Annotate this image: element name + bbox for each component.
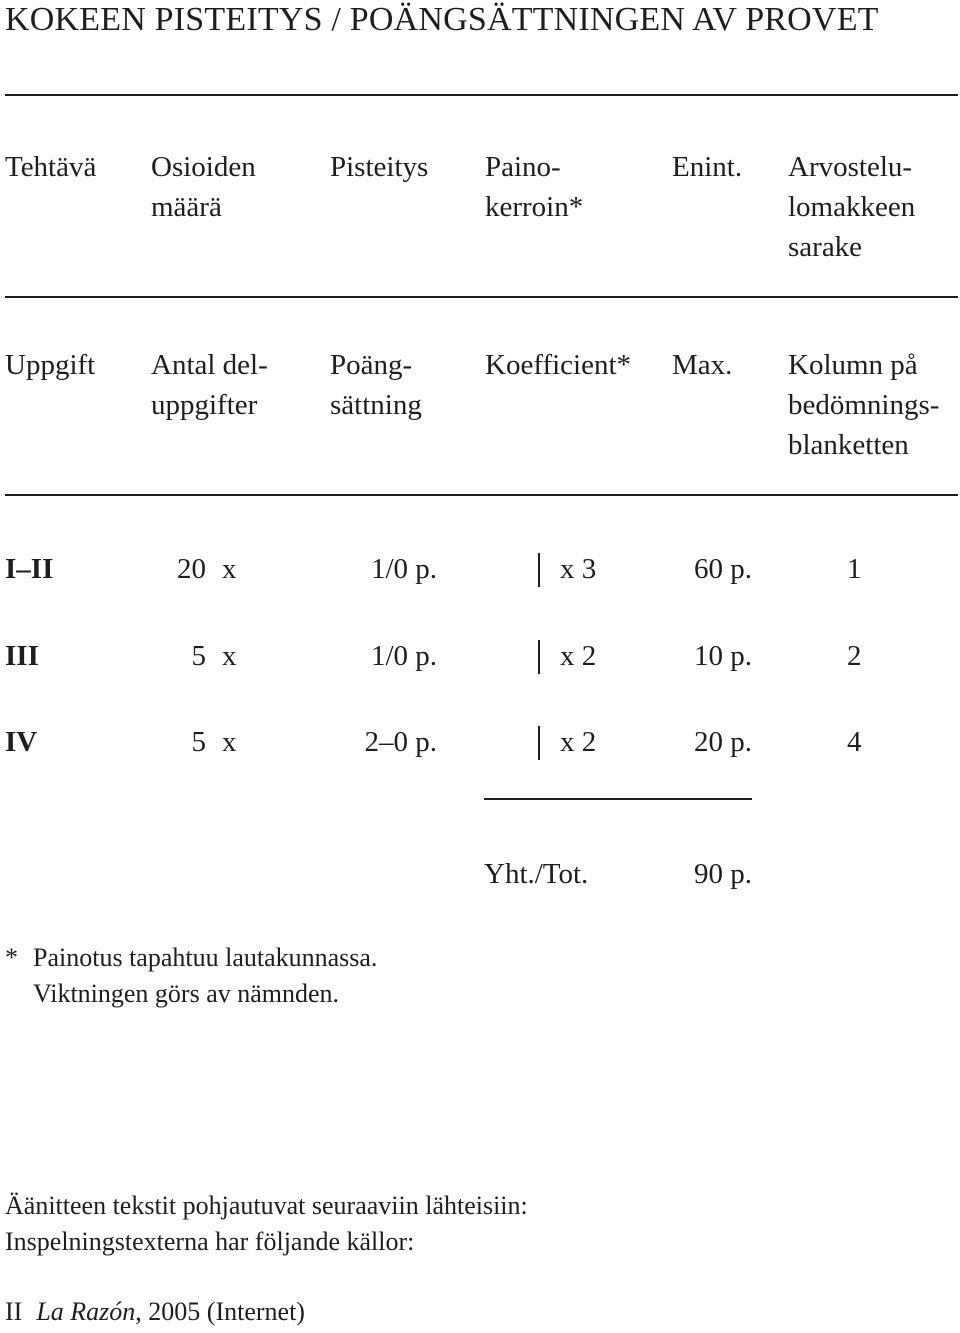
row-task: I–II — [5, 553, 54, 585]
header-sv-column-line1: Kolumn på — [788, 349, 918, 381]
row-times: x — [222, 553, 237, 585]
footnote-marker: * — [5, 943, 18, 972]
header-fi-column-line2: lomakkeen — [788, 191, 916, 223]
row-points: 1/0 p. — [370, 640, 437, 672]
row-count: 5 — [191, 640, 206, 672]
divider-bottom — [5, 494, 958, 496]
total-value: 90 p. — [694, 858, 752, 890]
header-fi-column-line1: Arvostelu- — [788, 151, 913, 183]
row-max: 60 p. — [694, 553, 752, 585]
sum-rule — [484, 798, 752, 800]
row-task: III — [5, 640, 39, 672]
row-points: 2–0 p. — [364, 726, 437, 758]
footnote-line2: Viktningen görs av nämnden. — [33, 979, 340, 1008]
source-item-rest: , 2005 (Internet) — [135, 1297, 305, 1326]
header-sv-column-line2: bedömnings- — [788, 389, 940, 421]
row-separator — [538, 553, 540, 587]
header-sv-coef: Koefficient* — [485, 349, 632, 381]
header-sv-count-line2: uppgifter — [151, 389, 258, 421]
row-column: 4 — [847, 726, 862, 758]
header-sv-points-line2: sättning — [330, 389, 422, 421]
total-label: Yht./Tot. — [484, 858, 589, 890]
row-separator — [538, 726, 540, 760]
row-max: 20 p. — [694, 726, 752, 758]
row-coef: x 2 — [560, 726, 597, 758]
header-fi-task: Tehtävä — [5, 151, 97, 183]
row-times: x — [222, 640, 237, 672]
sources-line1: Äänitteen tekstit pohjautuvat seuraaviin lähteisiin: — [5, 1191, 528, 1220]
header-fi-points: Pisteitys — [330, 151, 429, 183]
row-max: 10 p. — [694, 640, 752, 672]
footnote-line1: Painotus tapahtuu lautakunnassa. — [33, 943, 378, 972]
header-sv-column-line3: blanketten — [788, 429, 909, 461]
header-fi-coef-line1: Paino- — [485, 151, 561, 183]
header-sv-task: Uppgift — [5, 349, 96, 381]
source-item — [5, 1294, 305, 1330]
header-sv-points-line1: Poäng- — [330, 349, 413, 381]
row-coef: x 2 — [560, 640, 597, 672]
row-count: 5 — [191, 726, 206, 758]
source-item-title: La Razón — [36, 1297, 136, 1326]
page-title: KOKEEN PISTEITYS / POÄNGSÄTTNINGEN AV PROVET — [5, 1, 879, 38]
header-sv-max: Max. — [672, 349, 733, 381]
sources-line2: Inspelningstexterna har följande källor: — [5, 1227, 415, 1256]
header-fi-max: Enint. — [672, 151, 743, 183]
row-task: IV — [5, 726, 38, 758]
row-points: 1/0 p. — [370, 553, 437, 585]
header-fi-column-line3: sarake — [788, 231, 863, 263]
divider-top — [5, 94, 958, 96]
row-times: x — [222, 726, 237, 758]
row-column: 1 — [847, 553, 862, 585]
row-column: 2 — [847, 640, 862, 672]
row-coef: x 3 — [560, 553, 597, 585]
row-count: 20 — [177, 553, 206, 585]
source-item-number: II — [5, 1297, 23, 1326]
header-sv-count-line1: Antal del- — [151, 349, 268, 381]
header-fi-count-line2: määrä — [151, 191, 222, 223]
header-fi-coef-line2: kerroin* — [485, 191, 584, 223]
divider-middle — [5, 296, 958, 298]
row-separator — [538, 640, 540, 674]
header-fi-count-line1: Osioiden — [151, 151, 256, 183]
